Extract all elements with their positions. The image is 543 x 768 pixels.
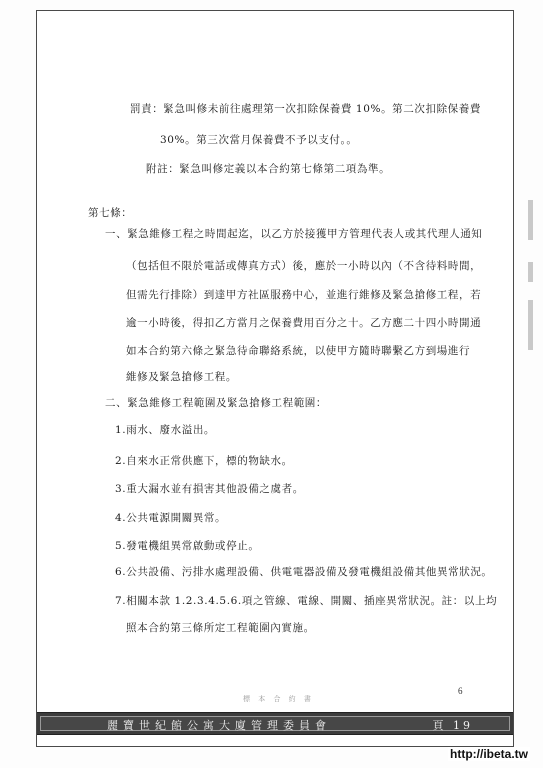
footer-band — [37, 712, 513, 735]
scope-item-1: 1.雨水、廢水溢出。 — [115, 424, 216, 436]
scope-item-7-line-2: 照本合約第三條所定工程範圍內實施。 — [126, 622, 315, 634]
margin-mark — [528, 262, 533, 282]
penalty-line-2: 30%。第三次當月保養費不予以支付。。 — [160, 134, 358, 146]
article-heading: 第七條： — [88, 207, 133, 219]
clause-1-line-2: （包括但不限於電話或傳真方式）後，應於一小時以內（不含待料時間， — [126, 260, 482, 272]
page-number: 6 — [458, 686, 463, 696]
note-line: 附註：緊急叫修定義以本合約第七條第二項為準。 — [146, 163, 391, 175]
faint-footer-mark: 標 本 合 約 書 — [243, 695, 314, 703]
clause-1-line-4: 逾一小時後，得扣乙方當月之保養費用百分之十。乙方應二十四小時開通 — [126, 317, 482, 329]
document-frame — [36, 10, 514, 747]
margin-mark — [528, 200, 533, 240]
scope-item-7-line-1: 7.相關本款 1.2.3.4.5.6.項之管線、電線、開關、插座異常狀況。註：以上均 — [115, 595, 498, 607]
penalty-line-1: 罰責：緊急叫修未前往處理第一次扣除保養費 10%。第二次扣除保養費 — [130, 103, 481, 115]
clause-1-line-3: 但需先行排除）到達甲方社區服務中心，並進行維修及緊急搶修工程，若 — [126, 289, 482, 301]
scope-item-5: 5.發電機組異常啟動或停止。 — [115, 540, 260, 552]
scope-item-6: 6.公共設備、污排水處理設備、供電電器設備及發電機組設備其他異常狀況。 — [115, 566, 493, 578]
clause-1-line-6: 維修及緊急搶修工程。 — [126, 371, 237, 383]
scope-item-4: 4.公共電源開關異常。 — [115, 512, 227, 524]
footer-title: 麗寶世紀館公寓大廈管理委員會 — [107, 719, 331, 732]
scope-item-2: 2.自來水正常供應下，標的物缺水。 — [115, 455, 293, 467]
footer-page-label: 頁 19 — [432, 719, 473, 732]
watermark-url: http://ibeta.tw — [450, 747, 528, 761]
scope-item-3: 3.重大漏水並有損害其他設備之虞者。 — [115, 483, 304, 495]
margin-mark — [528, 300, 533, 350]
clause-1-line-1: 一、緊急維修工程之時間起迄，以乙方於接獲甲方管理代表人或其代理人通知 — [105, 228, 483, 240]
clause-2-heading: 二、緊急維修工程範圍及緊急搶修工程範圍： — [105, 397, 327, 409]
clause-1-line-5: 如本合約第六條之緊急待命聯絡系統，以使甲方隨時聯繫乙方到場進行 — [126, 345, 471, 357]
